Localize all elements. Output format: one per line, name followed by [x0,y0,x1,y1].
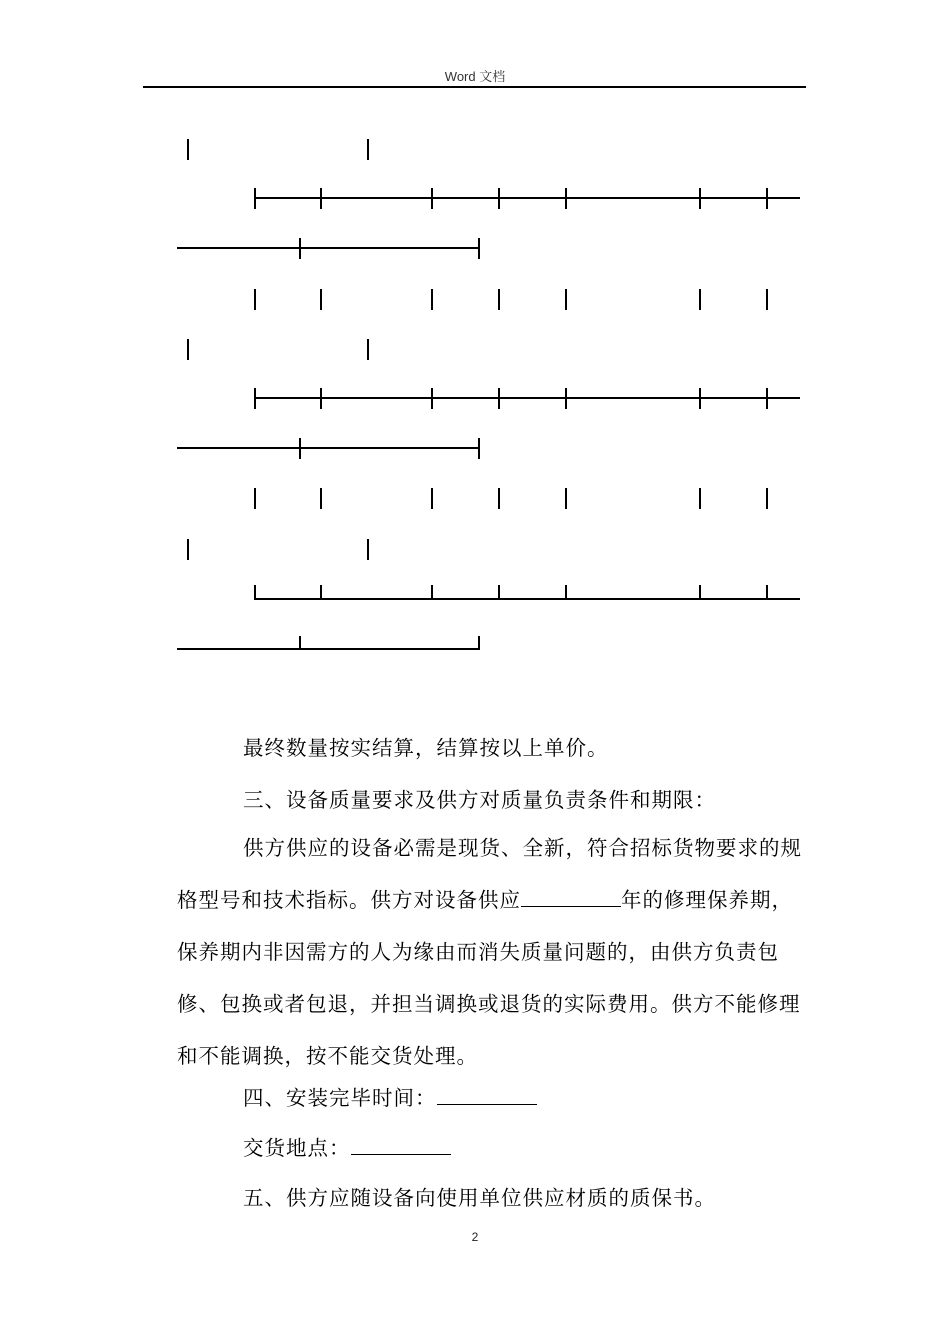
table-border [187,339,189,360]
table-border [431,585,433,599]
table-border [254,388,256,409]
table-border [766,488,768,509]
table-border [254,289,256,310]
table-border [320,388,322,409]
table-border [320,289,322,310]
table-border [699,289,701,310]
table-border [320,585,322,599]
table-border [431,289,433,310]
delivery-label: 交货地点： [243,1136,351,1160]
header-title: Word 文档 [444,69,506,84]
table-border [699,488,701,509]
table-border [766,585,768,599]
section-3-heading: 三、设备质量要求及供方对质量负责条件和期限： [243,788,716,812]
table-rule [177,648,479,650]
table-border [766,289,768,310]
table-border [699,585,701,599]
table-border [478,438,480,459]
table-border [367,339,369,360]
warranty-years-blank [521,888,621,907]
warranty-paragraph [177,822,807,1082]
table-border [699,388,701,409]
installation-label: 四、安装完毕时间： [243,1086,437,1110]
table-border [498,289,500,310]
table-border [367,539,369,560]
table-border [320,188,322,209]
warranty-text-part2: 年的修理保养期，保养期内非因需方的人为缘由而消失质量问题的，由供方负责包修、包换或者包退，并担当调换或退货的实际费用。供方不能修理和不能调换，按不能交货处理。 [177,888,801,1068]
table-rule [177,447,479,449]
table-border [565,488,567,509]
table-rule [254,197,800,199]
table-border [254,488,256,509]
table-border [187,139,189,160]
table-rule [177,247,479,249]
table-border [565,289,567,310]
table-border [187,539,189,560]
table-border [254,585,256,599]
table-border [478,636,480,650]
delivery-location [243,1133,451,1163]
table-border [431,388,433,409]
table-border [766,388,768,409]
table-border [431,488,433,509]
warranty-text-part1: 供方供应的设备必需是现货、全新，符合招标货物要求的规格型号和技术指标。供方对设备供应 [177,836,802,912]
table-border [498,188,500,209]
table-border [299,438,301,459]
page-number: 2 [471,1230,479,1244]
table-border [766,188,768,209]
table-border [254,188,256,209]
installation-time-blank [437,1086,537,1105]
settlement-note: 最终数量按实结算，结算按以上单价。 [243,736,609,760]
table-border [498,488,500,509]
table-border [478,238,480,259]
section-5-heading: 五、供方应随设备向使用单位供应材质的质保书。 [243,1186,716,1210]
section-4-installation [243,1083,537,1113]
table-border [498,585,500,599]
table-border [431,188,433,209]
header-rule [143,86,806,88]
table-border [299,238,301,259]
table-border [699,188,701,209]
table-border [320,488,322,509]
table-border [565,188,567,209]
table-rule [254,598,800,600]
table-border [565,585,567,599]
table-border [565,388,567,409]
table-border [367,139,369,160]
delivery-location-blank [351,1136,451,1155]
table-rule [254,397,800,399]
table-border [299,636,301,650]
table-border [498,388,500,409]
